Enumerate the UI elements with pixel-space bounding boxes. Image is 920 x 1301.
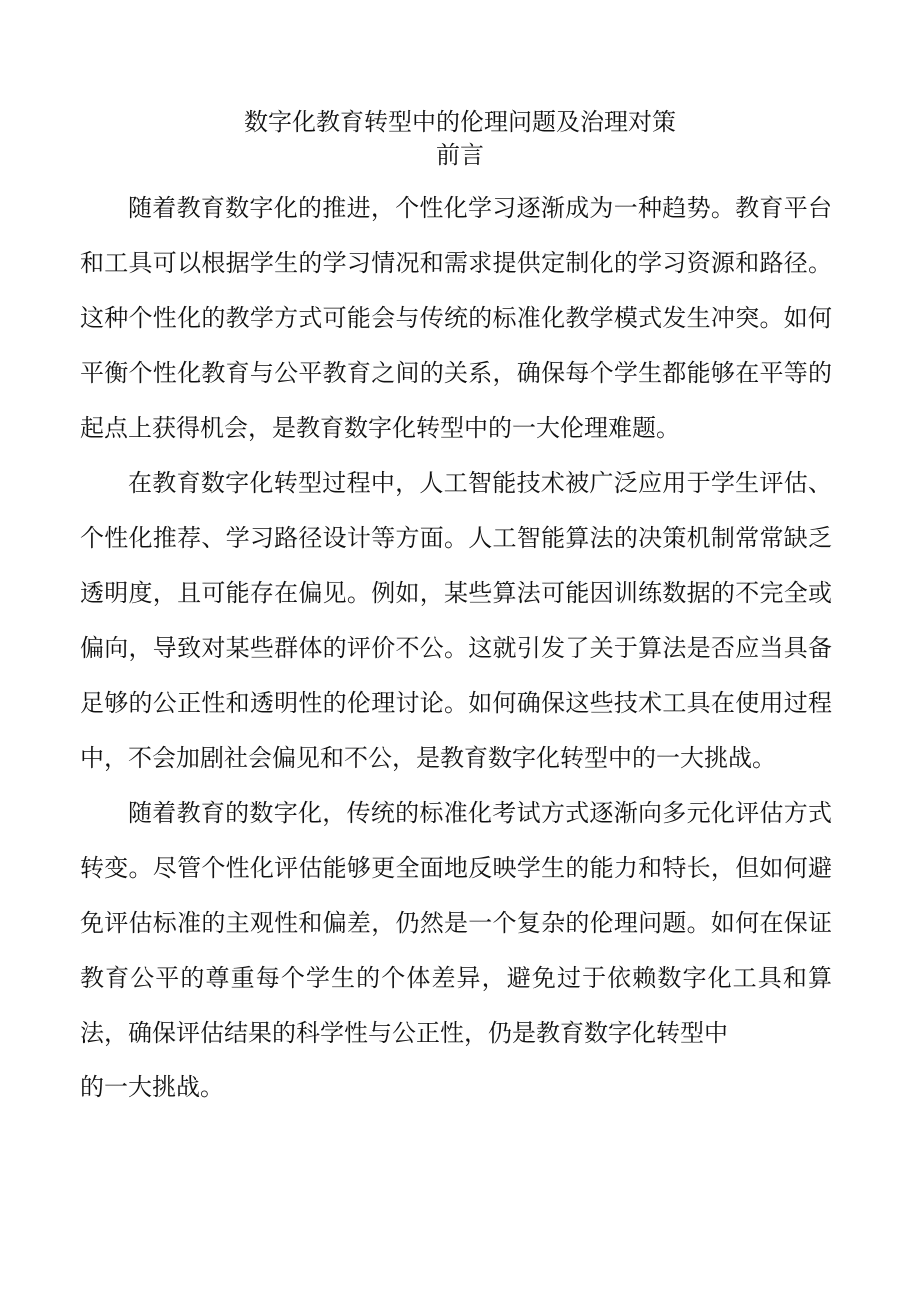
- paragraph-4: 的一大挑战。: [80, 1073, 224, 1101]
- document-subtitle: 前言: [436, 141, 484, 169]
- paragraph-3: 随着教育的数字化，传统的标准化考试方式逐渐向多元化评估方式转变。尽管个性化评估能够更全面地反映学生的能力和特长，但如何避免评估标准的主观性和偏差，仍然是一个复杂的伦理问题。如何在保证教育公平的尊重每个学生的个体差异，避免过于依赖数字化工具和算法，确保评估结果的科学性与公正性，仍是教育数字化转型中: [80, 799, 832, 1047]
- document-title: 数字化教育转型中的伦理问题及治理对策: [244, 108, 676, 136]
- paragraph-2: 在教育数字化转型过程中，人工智能技术被广泛应用于学生评估、个性化推荐、学习路径设计等方面。人工智能算法的决策机制常常缺乏透明度，且可能存在偏见。例如，某些算法可能因训练数据的不完全或偏向，导致对某些群体的评价不公。这就引发了关于算法是否应当具备足够的公正性和透明性的伦理讨论。如何确保这些技术工具在使用过程中，不会加剧社会偏见和不公，是教育数字化转型中的一大挑战。: [80, 469, 832, 772]
- paragraph-1: 随着教育数字化的推进，个性化学习逐渐成为一种趋势。教育平台和工具可以根据学生的学习情况和需求提供定制化的学习资源和路径。这种个性化的教学方式可能会与传统的标准化教学模式发生冲突。如何平衡个性化教育与公平教育之间的关系，确保每个学生都能够在平等的起点上获得机会，是教育数字化转型中的一大伦理难题。: [80, 194, 832, 442]
